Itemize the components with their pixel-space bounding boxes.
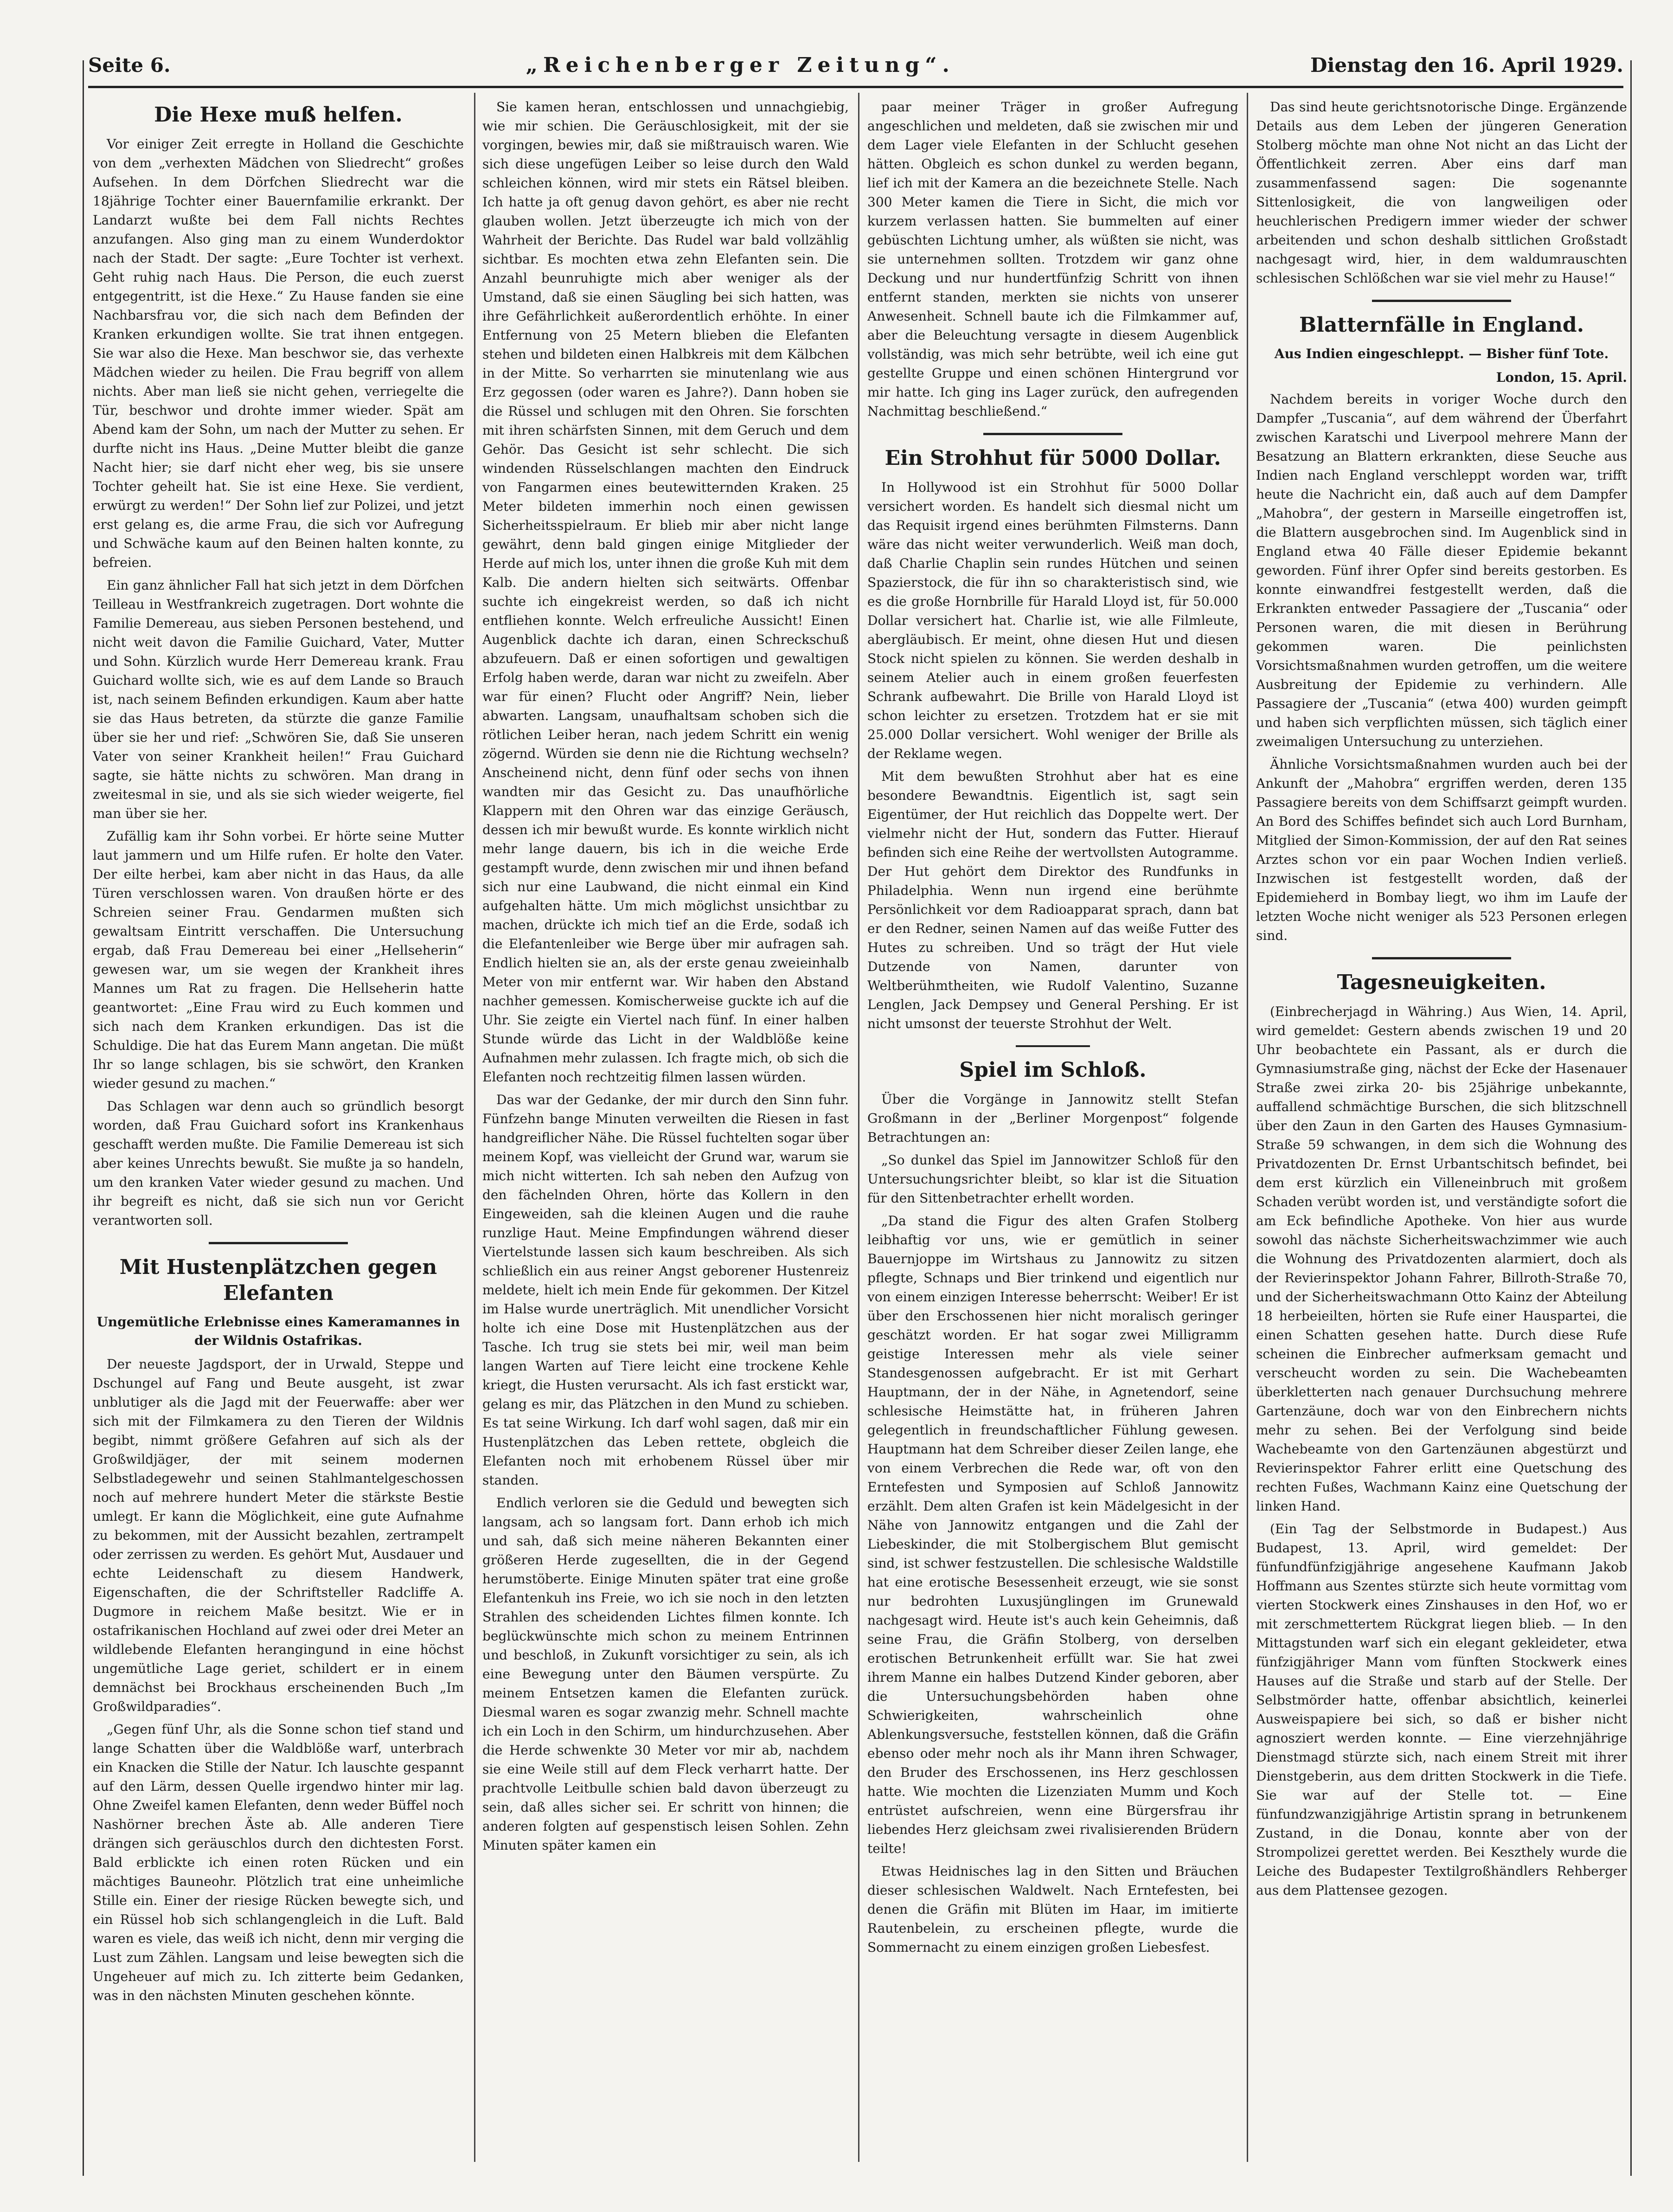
paragraph: Das sind heute gerichtsnotorische Dinge. Ergänzende Details aus dem Leben der jüngeren Generation Stolberg möchte man ohne Not nicht an das Licht der Öffentlichkeit zerren. Aber eins darf man zusammenfassend sagen: Die sogenannte Sittenlosigkeit, die von langweiligen oder heuchlerischen Predigern immer wieder der schwer arbeitenden und schon deshalb sittlichen Großstadt nachgesagt wird, hier, in dem waldumrauschten schlesischen Schlößchen war sie viel mehr zu Hause!“ [1256, 99, 1627, 286]
paragraph: paar meiner Träger in großer Aufregung angeschlichen und meldeten, daß sie zwischen mir und dem Lager viele Elefanten in der Schlucht gesehen hätten. Obgleich es schon dunkel zu werden begann, lief ich mit der Kamera an die bezeichnete Stelle. Nach 300 Meter kamen die Tiere in Sicht, die mich vor kurzem verlassen hatten. Sie bummelten auf einer gebüschten Lichtung umher, als wüßten sie nicht, was sie unternehmen sollten. Trotzdem wir ganz ohne Deckung und nur hundertfünfzig Schritt von ihnen entfernt standen, merkten sie nichts von unserer Anwesenheit. Schnell baute ich die Filmkammer auf, aber die Beleuchtung versagte in diesem Augenblick vollständig, was mich sehr betrübte, weil ich eine gut gestellte Gruppe und einen schönen Hintergrund vor mir hatte. Ich ging ins Lager zurück, den aufregenden Nachmittag beschließend.“ [867, 99, 1238, 419]
paragraph: Über die Vorgänge in Jannowitz stellt Stefan Großmann in der „Berliner Morgenpost“ folgende Betrachtungen an: [867, 1092, 1238, 1145]
paragraph: In Hollywood ist ein Strohhut für 5000 Dollar versichert worden. Es handelt sich diesmal nicht um das Requisit irgend eines berühmten Filmsterns. Dann wäre das nicht weiter verwunderlich. Weiß man doch, daß Charlie Chaplin sein rundes Hütchen und seinen Spazierstock, die für ihn so charakteristisch sind, wie es die große Hornbrille für Harald Lloyd ist, für 50.000 Dollar versichert hat. Charlie ist, wie alle Filmleute, abergläubisch. Er meint, ohne diesen Hut und diesen Stock nicht spielen zu können. Sie werden deshalb in seinem Atelier auch in einem großen feuerfesten Schrank aufbewahrt. Die Brille von Harald Lloyd ist schon leichter zu ersetzen. Trotzdem hat er sie mit 25.000 Dollar versichert. Wohl weniger der Brille als der Reklame wegen. [867, 480, 1238, 761]
paragraph: Das Schlagen war denn auch so gründlich besorgt worden, daß Frau Guichard sofort ins Krankenhaus geschafft werden mußte. Die Familie Demereau ist sich aber keines Unrechts bewußt. Sie mußte ja so handeln, um den kranken Vater wieder gesund zu machen. Und ihr begreift es nicht, daß sie sich nun vor Gericht verantworten soll. [93, 1099, 464, 1228]
issue-date: Dienstag den 16. April 1929. [1310, 53, 1623, 77]
article-separator [1016, 1045, 1090, 1047]
paragraph: „So dunkel das Spiel im Jannowitzer Schloß für den Untersuchungsrichter bleibt, so klar ist die Situation für den Sittenbetrachter erhellt worden. [867, 1152, 1238, 1206]
page-header [88, 44, 1623, 88]
paragraph: Etwas Heidnisches lag in den Sitten und Bräuchen dieser schlesischen Waldwelt. Nach Erntefesten, bei denen die Gräfin mit Blüten im Haar, im imitierte Rautenbelein, zu erscheinen pflegte, wurde die Sommernacht zu einem einzigen großen Liebesfest. [867, 1864, 1238, 1955]
column-rule [474, 93, 475, 2162]
column-rule [1247, 93, 1248, 2162]
newspaper-name: „Reichenberger Zeitung“. [526, 53, 955, 77]
column-3 [867, 97, 1238, 2157]
paragraph: Ähnliche Vorsichtsmaßnahmen wurden auch bei der Ankunft der „Mahobra“ ergriffen werden, deren 135 Passagiere bereits von dem Schiffsarzt geimpft wurden. An Bord des Schiffes befindet sich auch Lord Burnham, Mitglied der Simon-Kommission, der auf den Rat seines Arztes schon vor ein paar Wochen Indien verließ. Inzwischen ist festgestellt worden, daß der Epidemieherd in Bombay liegt, wo ihm im Laufe der letzten Woche nicht weniger als 523 Personen erlegen sind. [1256, 757, 1627, 943]
paragraph: Nachdem bereits in voriger Woche durch den Dampfer „Tuscania“, auf dem während der Überfahrt zwischen Karatschi und Liverpool mehrere Mann der Besatzung an Blattern erkrankten, diese Seuche aus Indien nach England verschleppt worden war, trifft heute die Nachricht ein, daß auch auf dem Dampfer „Mahobra“, der gestern in Marseille eingetroffen ist, die Blattern ausgebrochen sind. Im Augenblick sind in England etwa 40 Fälle dieser Epidemie bekannt geworden. Fünf ihrer Opfer sind bereits gestorben. Es konnte einwandfrei festgestellt werden, daß die Erkrankten entweder Passagiere der „Tuscania“ oder Personen waren, die mit diesen in Berührung gekommen waren. Die peinlichsten Vorsichtsmaßnahmen wurden getroffen, um die weitere Ausbreitung der Epidemie zu verhindern. Alle Passagiere der „Tuscania“ (etwa 400) wurden geimpft und haben sich verpflichten müssen, sich täglich einer zweimaligen Untersuchung zu unterziehen. [1256, 392, 1627, 749]
paragraph: „Da stand die Figur des alten Grafen Stolberg leibhaftig vor uns, wie er gemütlich in seiner Bauernjoppe im Wirtshaus zu Jannowitz zu sitzen pflegte, Schnaps und Bier trinkend und eigentlich nur von einem einzigen Interesse beherrscht: Weiber! Er ist über den Erschossenen hier nicht moralisch geringer geschätzt worden. Er hat sogar zwei Milligramm geistige Interessen mehr als viele seiner Standesgenossen aufgebracht. Er ist mit Gerhart Hauptmann, der in der Nähe, in Agnetendorf, seine schlesische Heimstätte hat, in früheren Jahren gelegentlich in freundschaftlicher Fühlung gewesen. Hauptmann hat dem Schreiber dieser Zeilen lange, ehe von einem Verbrechen die Rede war, oft von den Erntefesten und Symposien auf Schloß Jannowitz erzählt. Dem alten Grafen ist kein Mädelgesicht in der Nähe von Jannowitz entgangen und die Zahl der Liebeskinder, die mit Stolbergischem Blut gemischt sind, ist schwer festzustellen. Die schlesische Waldstille hat eine erotische Besessenheit erzeugt, wie sie sonst nur bedrohten Luxusjünglingen im Grunewald nachgesagt wird. Heute ist's auch kein Geheimnis, daß seine Frau, die Gräfin Stolberg, von derselben erotischen Betrunkenheit erfüllt war. Sie hat zwei ihrem Manne ein halbes Dutzend Kinder geboren, aber die Untersuchungsbehörden haben ohne Schwierigkeiten, wahrscheinlich ohne Ablenkungsversuche, feststellen können, daß die Gräfin ebenso oder mehr noch als ihr Mann ihren Schwager, den Bruder des Erschossenen, ins Herz geschlossen hatte. Wie mochten die Lizenziaten Mumm und Koch entrüstet aufschreien, wenn eine Bürgersfrau ihr liebendes Herz gleichsam zwei rivalisierenden Brüdern teilte! [867, 1213, 1238, 1856]
paragraph: Ein ganz ähnlicher Fall hat sich jetzt in dem Dörfchen Teilleau in Westfrankreich zugetragen. Dort wohnte die Familie Demereau, aus sieben Personen bestehend, und nicht weit davon die Familie Guichard, Vater, Mutter und Sohn. Kürzlich wurde Herr Demereau krank. Frau Guichard wollte sich, wie es auf dem Lande so Brauch ist, nach seinem Befinden erkundigen. Kaum aber hatte sie das Haus betreten, da stürzte die ganze Familie über sie her und rief: „Schwören Sie, daß Sie unseren Vater von seiner Krankheit heilen!“ Frau Guichard sagte, sie hätte nichts zu schwören. Man drang in zweitesmal in sie, und als sie sich wieder weigerte, fiel man über sie her. [93, 578, 464, 821]
article-title: Blatternfälle in England. [1299, 313, 1584, 337]
article-title: Tagesneuigkeiten. [1337, 971, 1546, 994]
paragraph: Vor einiger Zeit erregte in Holland die Geschichte von dem „verhexten Mädchen von Sliedrecht“ großes Aufsehen. In dem Dörfchen Sliedrecht war die 18jährige Tochter einer Bauernfamilie erkrankt. Der Landarzt wußte bei dem Fall nichts Rechtes anzufangen. Also ging man zu einem Wunderdoktor nach der Stadt. Der sagte: „Eure Tochter ist verhext. Geht ruhig nach Haus. Die Person, die euch zuerst entgegentritt, ist die Hexe.“ Zu Hause fanden sie eine Nachbarsfrau vor, die sich nach dem Befinden der Kranken erkundigen wollte. Sie trat ihnen entgegen. Sie war also die Hexe. Man beschwor sie, das verhexte Mädchen wieder zu heilen. Die Frau begriff von allem nichts. Aber man ließ sie nicht gehen, verriegelte die Tür, beschwor und drohte immer wieder. Spät am Abend kam der Sohn, um nach der Mutter zu sehen. Er durfte nicht ins Haus. „Deine Mutter bleibt die ganze Nacht hier; sie darf nicht eher weg, bis sie unsere Tochter geheilt hat. Sie ist eine Hexe. Sie verdient, erwürgt zu werden!“ Der Sohn lief zur Polizei, und jetzt erst gelang es, die arme Frau, die sich vor Aufregung und Schwäche kaum auf den Beinen halten konnte, zu befreien. [93, 136, 464, 570]
article-title: Die Hexe muß helfen. [154, 103, 403, 127]
paragraph: Mit dem bewußten Strohhut aber hat es eine besondere Bewandtnis. Eigentlich ist, sagt sein Eigentümer, der Hut reichlich das Doppelte wert. Der vielmehr nicht der Hut, sondern das Futter. Hierauf befinden sich eine Reihe der wertvollsten Autogramme. Der Hut gehört dem Direktor des Rundfunks in Philadelphia. Wenn nun irgend eine berühmte Persönlichkeit vor dem Radioapparat sprach, dann bat er den Redner, seinen Namen auf das weiße Futter des Hutes zu schreiben. Und so trägt der Hut viele Dutzende von Namen, darunter von Weltberühmtheiten, wie Rudolf Valentino, Suzanne Lenglen, Jack Dempsey und General Pershing. Er ist nicht umsonst der teuerste Strohhut der Welt. [867, 769, 1238, 1031]
article-separator [1372, 300, 1511, 302]
article-separator [1372, 957, 1511, 959]
paragraph: „Gegen fünf Uhr, als die Sonne schon tief stand und lange Schatten über die Waldblöße warf, unterbrach ein Knacken die Stille der Natur. Ich lauschte gespannt auf den Lärm, dessen Quelle irgendwo hinter mir lag. Ohne Zweifel kamen Elefanten, denn weder Büffel noch Nashörner brechen Äste ab. Alle anderen Tiere drängen sich geräuschlos durch den dichtesten Forst. Bald erblickte ich einen roten Rücken und ein mächtiges Bauneohr. Plötzlich trat eine unheimliche Stille ein. Einer der riesige Rücken bewegte sich, und ein Rüssel hob sich schlangengleich in die Luft. Bald waren es viele, das weiß ich nicht, denn mir verging die Lust zum Zählen. Langsam und leise bewegten sich die Ungeheuer auf mich zu. Ich zitterte beim Gedanken, was in den nächsten Minuten geschehen könnte. [93, 1722, 464, 2003]
paragraph: Endlich verloren sie die Geduld und bewegten sich langsam, ach so langsam fort. Dann erhob ich mich und sah, daß sich meine näheren Bekannten einer größeren Herde zugesellten, die in der Gegend herumstöberte. Einige Minuten später trat eine große Elefantenkuh ins Freie, wo ich sie noch in den letzten Strahlen des scheidenden Lichtes filmen konnte. Ich beglückwünschte mich schon zu meinem Entrinnen und beschloß, in Zukunft vorsichtiger zu sein, als ich eine Bewegung unter den Bäumen verspürte. Zu meinem Entsetzen kamen die Elefanten zurück. Diesmal waren es sogar zwanzig mehr. Schnell machte ich ein Loch in den Schirm, um hindurchzusehen. Aber die Herde schwenkte 30 Meter vor mir ab, nachdem sie eine Weile still auf dem Fleck verharrt hatte. Der prachtvolle Leitbulle schien bald davon überzeugt zu sein, daß alles sicher sei. Er schritt von hinnen; die anderen folgten auf gespenstisch leisen Sohlen. Zehn Minuten später kamen ein [482, 1495, 849, 1853]
paragraph: Das war der Gedanke, der mir durch den Sinn fuhr. Fünfzehn bange Minuten verweilten die Riesen in fast handgreiflicher Nähe. Die Rüssel fuchtelten sogar über meinem Kopf, was vielleicht der Grund war, warum sie mich nicht witterten. Ich sah neben den Aufzug von den fächelnden Ohren, hörte das Kollern in den Eingeweiden, sah die kleinen Augen und die rauhe runzlige Haut. Meine Empfindungen während dieser Viertelstunde lassen sich kaum beschreiben. Als sich schließlich ein aus reiner Angst geborener Hustenreiz meldete, hielt ich mein Ende für gekommen. Der Kitzel im Halse wurde unerträglich. Mit unendlicher Vorsicht holte ich eine Dose mit Hustenplätzchen aus der Tasche. Ich trug sie stets bei mir, weil man beim langen Warten auf Tiere leicht eine trockene Kehle kriegt, die Husten verursacht. Als ich fast erstickt war, gelang es mir, das Plätzchen in den Mund zu schieben. Es tat seine Wirkung. Ich darf wohl sagen, daß mir ein Hustenplätzchen das Leben rettete, obgleich die Elefanten noch mit erhobenem Rüssel über mir standen. [482, 1092, 849, 1488]
paragraph: Sie kamen heran, entschlossen und unnachgiebig, wie mir schien. Die Geräuschlosigkeit, mit der sie vorgingen, bewies mir, daß sie mißtrauisch waren. Wie sich diese ungefügen Leiber so leise durch den Wald schleichen können, wird mir stets ein Rätsel bleiben. Ich hatte ja oft genug davon gehört, es aber nie recht glauben wollen. Jetzt überzeugte ich mich von der Wahrheit der Berichte. Das Rudel war bald vollzählig sichtbar. Es mochten etwa zehn Elefanten sein. Die Anzahl beunruhigte mich aber weniger als der Umstand, daß sie einen Säugling bei sich hatten, was ihre Gefährlichkeit außerordentlich erhöhte. In einer Entfernung von 25 Metern blieben die Elefanten stehen und bildeten einen Halbkreis mit dem Kälbchen in der Mitte. So verharrten sie minutenlang wie aus Erz gegossen (oder waren es Jahre?). Dann hoben sie die Rüssel und schlugen mit den Ohren. Sie forschten mit ihren schärfsten Sinnen, mit dem Geruch und dem Gehör. Das Gesicht ist sehr schlecht. Die sich windenden Rüsselschlangen machten den Eindruck von Fangarmen eines beutewitternden Kraken. 25 Meter bildeten immerhin noch einen gewissen Sicherheitsspielraum. Er blieb mir aber nicht lange gewährt, denn bald gingen einige Mitglieder der Herde auf mich los, unter ihnen die große Kuh mit dem Kalb. Die andern hielten sich seitwärts. Offenbar suchte ich eingekreist werden, so daß ich nicht entfliehen konnte. Welch erfreuliche Aussicht! Einen Augenblick dachte ich daran, einen Schreckschuß abzufeuern. Daß er einen sofortigen und gewaltigen Erfolg haben werde, daran war nicht zu zweifeln. Aber war für einen? Flucht oder Angriff? Nein, lieber abwarten. Langsam, unaufhaltsam schoben sich die rötlichen Leiber heran, nach jedem Schritt ein wenig zögernd. Würden sie denn nie die Richtung wechseln? Anscheinend nicht, denn fünf oder sechs von ihnen wandten mir das Gesicht zu. Das unaufhörliche Klappern mit den Ohren war das einzige Geräusch, dessen ich mir bewußt wurde. Es konnte wirklich nicht mehr lange dauern, bis ich in die weiche Erde gestampft wurde, denn zwischen mir und ihnen befand sich nur eine Laubwand, die nicht einmal ein Kind aufgehalten hätte. Um mich möglichst unsichtbar zu machen, drückte ich mich tief an die Erde, sodaß ich die Elefantenleiber wie Berge über mir aufragen sah. Endlich hielten sie an, als der erste genau zweieinhalb Meter von mir entfernt war. Wir haben den Abstand nachher gemessen. Komischerweise guckte ich auf die Uhr. Sie zeigte ein Viertel nach fünf. In einer halben Stunde würde das Licht in der Waldblöße keine Aufnahmen mehr zulassen. Ich fragte mich, ob sich die Elefanten noch rechtzeitig filmen lassen würden. [482, 99, 849, 1085]
column-rule [858, 93, 859, 2162]
page-number: Seite 6. [88, 53, 171, 77]
column-2 [482, 97, 849, 2157]
paragraph: (Einbrecherjagd in Währing.) Aus Wien, 14. April, wird gemeldet: Gestern abends zwischen 19 und 20 Uhr beobachtete ein Passant, als er durch die Gymnasiumstraße ging, nächst der Ecke der Hasenauer Straße zwei zirka 20- bis 25jährige unbekannte, auffallend schmächtige Burschen, die sich blitzschnell über den Zaun in den Garten des Hauses Gymnasium-Straße 59 schwangen, in dem sich die Wohnung des Privatdozenten Dr. Ernst Urbantschitsch befindet, bei dem erst kürzlich ein Villeneinbruch mit großem Schaden verübt worden ist, und verständigte sofort die am Eck befindliche Apotheke. Von hier aus wurde sowohl das nächste Sicherheitswachzimmer wie auch die Wohnung des Privatdozenten alarmiert, doch als der Revierinspektor Johann Fahrer, Billroth-Straße 70, und der Sicherheitswachmann Otto Kainz der Abteilung 18 herbeieilten, hörten sie Rufe einer Hauspartei, die einen Schatten gesehen hatte. Durch diese Rufe scheinen die Einbrecher aufmerksam gemacht und verscheucht worden zu sein. Die Wachebeamten überkletterten nach genauer Durchsuchung mehrere Gartenzäune, doch war von den Einbrechern nichts mehr zu sehen. Bei der Verfolgung sind beide Wachebeamte von den Gartenzäunen abgestürzt und Revierinspektor Fahrer erlitt eine Quetschung des rechten Fußes, Wachmann Kainz eine Quetschung der linken Hand. [1256, 1004, 1627, 1514]
article-title: Mit Hustenplätzchen gegen Elefanten [119, 1255, 437, 1305]
paragraph: (Ein Tag der Selbstmorde in Budapest.) Aus Budapest, 13. April, wird gemeldet: Der fünfundfünfzigjährige angesehene Kaufmann Jakob Hoffmann aus Szentes stürzte sich heute vormittag vom vierten Stockwerk eines Zinshauses in den Hof, wo er mit zerschmettertem Rückgrat liegen blieb. — In den Mittagstunden warf sich ein elegant gekleideter, etwa fünfzigjähriger Mann vom fünften Stockwerk eines Hauses auf die Straße und starb auf der Stelle. Der Selbstmörder hatte, offenbar absichtlich, keinerlei Ausweispapiere bei sich, so daß er bisher nicht agnosziert werden konnte. — Eine vierzehnjährige Dienstmagd stürzte sich, nach einem Streit mit ihrer Dienstgeberin, aus dem dritten Stockwerk in die Tiefe. Sie war auf der Stelle tot. — Eine fünfundzwanzigjährige Artistin sprang in betrunkenem Zustand, in die Donau, konnte aber von der Strompolizei gerettet werden. Bei Keszthely wurde die Leiche des Budapester Textilgroßhändlers Rehberger aus dem Plattensee gezogen. [1256, 1521, 1627, 1898]
article-separator [209, 1242, 348, 1244]
article-subtitle: Ungemütliche Erlebnisse eines Kameramannes in der Wildnis Ostafrikas. [96, 1314, 460, 1348]
paragraph: Zufällig kam ihr Sohn vorbei. Er hörte seine Mutter laut jammern und um Hilfe rufen. Er holte den Vater. Der eilte herbei, kam aber nicht in das Haus, da alle Türen verschlossen waren. Von draußen hörte er des Schreien seiner Frau. Gendarmen mußten sich gewaltsam Eintritt verschaffen. Die Untersuchung ergab, daß Frau Demereau bei einer „Hellseherin“ gewesen war, um sie wegen der Krankheit ihres Mannes um Rat zu fragen. Die Hellseherin hatte geantwortet: „Eine Frau wird zu Euch kommen und sich nach dem Kranken erkundigen. Das ist die Schuldige. Die hat das Eurem Mann angetan. Die müßt Ihr so lange schlagen, bis sie schwört, den Kranken wieder gesund zu machen.“ [93, 829, 464, 1091]
article-title: Spiel im Schloß. [959, 1058, 1147, 1082]
paragraph: Der neueste Jagdsport, der in Urwald, Steppe und Dschungel auf Fang und Beute ausgeht, ist zwar unblutiger als die Jagd mit der Feuerwaffe: aber wer sich mit der Filmkamera zu den Tieren der Wildnis begibt, nimmt größere Gefahren auf sich als der Großwildjäger, der mit seinem modernen Selbstladegewehr und seinen Stahlmantelgeschossen noch auf mehrere hundert Meter die stärkste Bestie umlegt. Er kann die Möglichkeit, eine gute Aufnahme zu bekommen, mit der Aussicht bezahlen, zertrampelt oder zerrissen zu werden. Es gehört Mut, Ausdauer und echte Leidenschaft zu diesem Handwerk, Eigenschaften, die der Schriftsteller Radcliffe A. Dugmore in reichem Maße besitzt. Wie er in ostafrikanischen Hochland auf zwei oder drei Meter an wildlebende Elefanten herangingund in eine höchst ungemütliche Lage geriet, schildert er in einem demnächst bei Brockhaus erscheinenden Buch „Im Großwildparadies“. [93, 1357, 464, 1714]
article-title: Ein Strohhut für 5000 Dollar. [885, 446, 1221, 470]
column-4 [1256, 97, 1627, 2157]
dateline: London, 15. April. [1496, 370, 1627, 385]
article-separator [983, 433, 1122, 435]
column-1 [93, 97, 464, 2157]
article-subtitle: Aus Indien eingeschleppt. — Bisher fünf Tote. [1274, 346, 1609, 361]
